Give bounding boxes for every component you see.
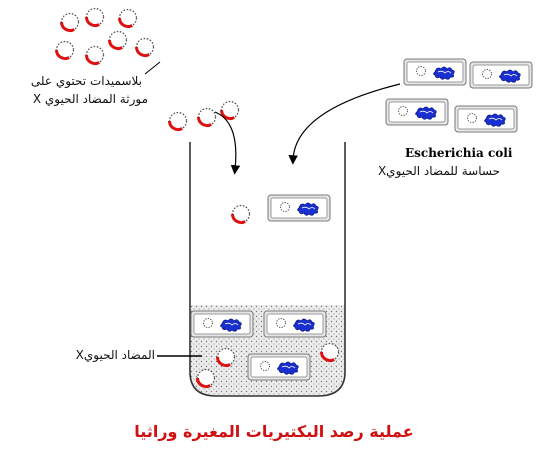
plasmid-label-line2: مورثة المضاد الحيوي X (32, 92, 148, 106)
plasmid-label-line1: بلاسميدات تحتوي على (30, 74, 142, 88)
bacterium-cell-icon (470, 62, 532, 88)
plasmid-leader-line (145, 62, 160, 74)
plasmid-circle-icon (222, 102, 239, 119)
plasmid-circle-icon (198, 370, 215, 387)
plasmid-circle-icon (322, 344, 339, 361)
ecoli-description: حساسة للمضاد الحيويX (377, 164, 500, 178)
plasmid-cluster (56, 9, 238, 130)
curved-arrow-icon (215, 112, 236, 170)
plasmid-circle-icon (61, 14, 78, 31)
plasmid-circle-icon (233, 206, 250, 223)
ecoli-name: Escherichia coli (405, 146, 513, 160)
plasmid-circle-icon (109, 32, 126, 49)
bacterium-cell-icon (386, 99, 448, 125)
plasmid-circle-icon (199, 109, 216, 126)
bacterium-cell-icon (248, 354, 310, 380)
ecoli-group (386, 59, 532, 132)
bacterium-cell-icon (264, 311, 326, 337)
plasmid-circle-icon (56, 42, 73, 59)
plasmid-circle-icon (86, 9, 103, 26)
plasmid-circle-icon (218, 349, 235, 366)
bacterium-cell-icon (268, 195, 330, 221)
plasmid-circle-icon (86, 47, 103, 64)
bacterium-cell-icon (404, 59, 466, 85)
antibiotic-label: المضاد الحيويX (75, 348, 155, 362)
plasmid-circle-icon (119, 10, 136, 27)
plasmid-circle-icon (170, 113, 187, 130)
curved-arrow-icon (293, 84, 400, 160)
bacterium-cell-icon (455, 106, 517, 132)
bacterium-cell-icon (191, 311, 253, 337)
plasmid-circle-icon (137, 39, 154, 56)
diagram-caption: عملية رصد البكتيريات المغيرة وراثيا (134, 422, 414, 441)
